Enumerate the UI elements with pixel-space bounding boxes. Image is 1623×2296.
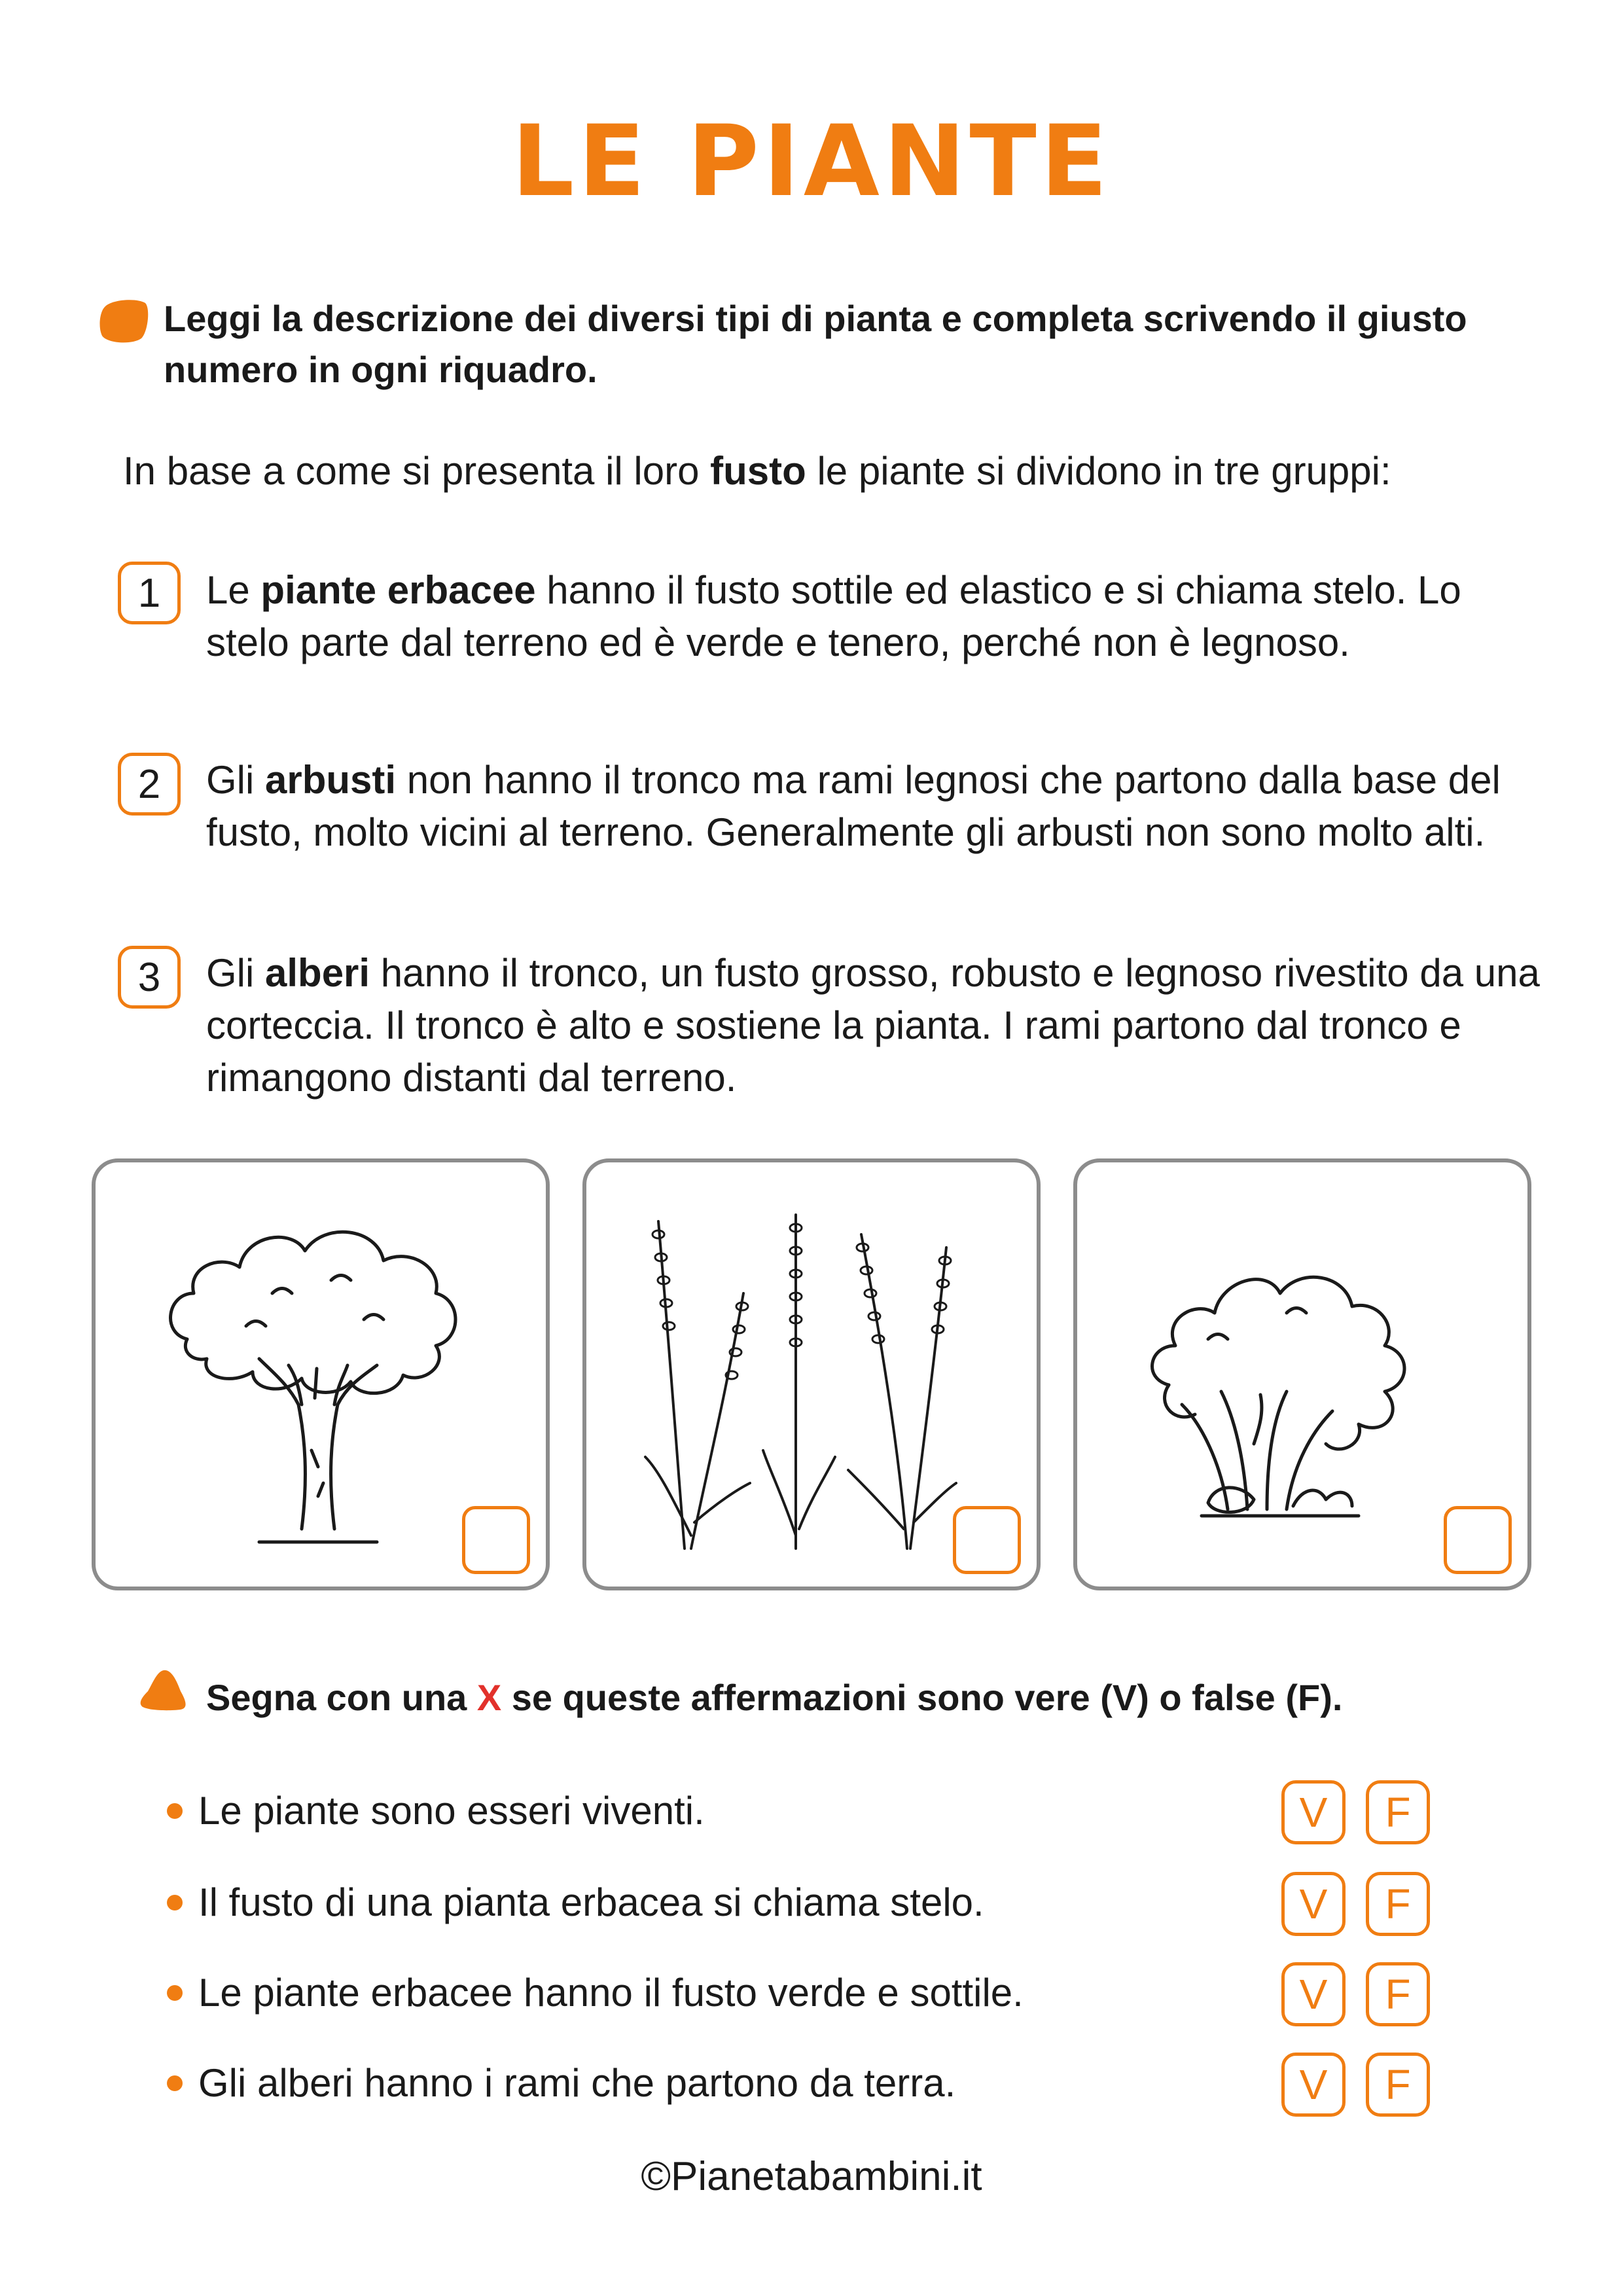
false-box-3[interactable]: F	[1366, 1962, 1430, 2026]
bush-icon	[1123, 1247, 1424, 1535]
statement-4: Gli alberi hanno i rami che partono da terra.	[198, 2061, 956, 2105]
true-box-3[interactable]: V	[1281, 1962, 1346, 2026]
answer-box-bush[interactable]	[1444, 1506, 1512, 1574]
intro-sentence: In base a come si presenta il loro fusto le piante si dividono in tre gruppi:	[123, 449, 1391, 493]
description-2: Gli arbusti non hanno il tronco ma rami legnosi che partono dalla base del fusto, molto vicini al terreno. Generalmente gli arbusti non sono molto alti.	[206, 758, 1501, 854]
exercise2-instruction: Segna con una X se queste affermazioni sono vere (V) o false (F).	[206, 1677, 1343, 1718]
footer-copyright: ©Pianetabambini.it	[641, 2154, 982, 2199]
false-box-2[interactable]: F	[1366, 1872, 1430, 1936]
description-1: Le piante erbacee hanno il fusto sottile ed elastico e si chiama stelo. Lo stelo parte dal terreno ed è verde e tenero, perché non è legnoso.	[206, 568, 1461, 664]
statement-1: Le piante sono esseri viventi.	[198, 1789, 705, 1833]
false-box-1[interactable]: F	[1366, 1780, 1430, 1844]
true-box-2[interactable]: V	[1281, 1872, 1346, 1936]
bullet-icon	[167, 1803, 183, 1819]
number-box-1: 1	[118, 562, 181, 624]
statement-3: Le piante erbacee hanno il fusto verde e sottile.	[198, 1971, 1024, 2015]
description-3: Gli alberi hanno il tronco, un fusto grosso, robusto e legnoso rivestito da una corteccia. Il tronco è alto e sostiene la pianta. I rami partono dal tronco e rimangono distanti dal terreno.	[206, 951, 1540, 1100]
tree-icon	[148, 1189, 488, 1568]
picture-card-lavender	[582, 1158, 1041, 1590]
statement-2: Il fusto di una pianta erbacea si chiama stelo.	[198, 1880, 984, 1924]
orange-blob-icon	[98, 298, 151, 345]
answer-box-lavender[interactable]	[953, 1506, 1021, 1574]
lavender-icon	[632, 1208, 959, 1562]
picture-card-bush	[1073, 1158, 1531, 1590]
answer-box-tree[interactable]	[462, 1506, 530, 1574]
orange-blob-icon	[137, 1668, 190, 1712]
number-box-2: 2	[118, 753, 181, 816]
true-box-1[interactable]: V	[1281, 1780, 1346, 1844]
false-box-4[interactable]: F	[1366, 2053, 1430, 2117]
bullet-icon	[167, 1985, 183, 2001]
number-box-3: 3	[118, 946, 181, 1009]
exercise1-instruction: Leggi la descrizione dei diversi tipi di pianta e completa scrivendo il giusto numero in ogni riquadro.	[164, 298, 1467, 390]
picture-card-tree	[92, 1158, 550, 1590]
bullet-icon	[167, 2075, 183, 2091]
bullet-icon	[167, 1895, 183, 1910]
page-title: LE PIANTE	[511, 105, 1112, 219]
true-box-4[interactable]: V	[1281, 2053, 1346, 2117]
